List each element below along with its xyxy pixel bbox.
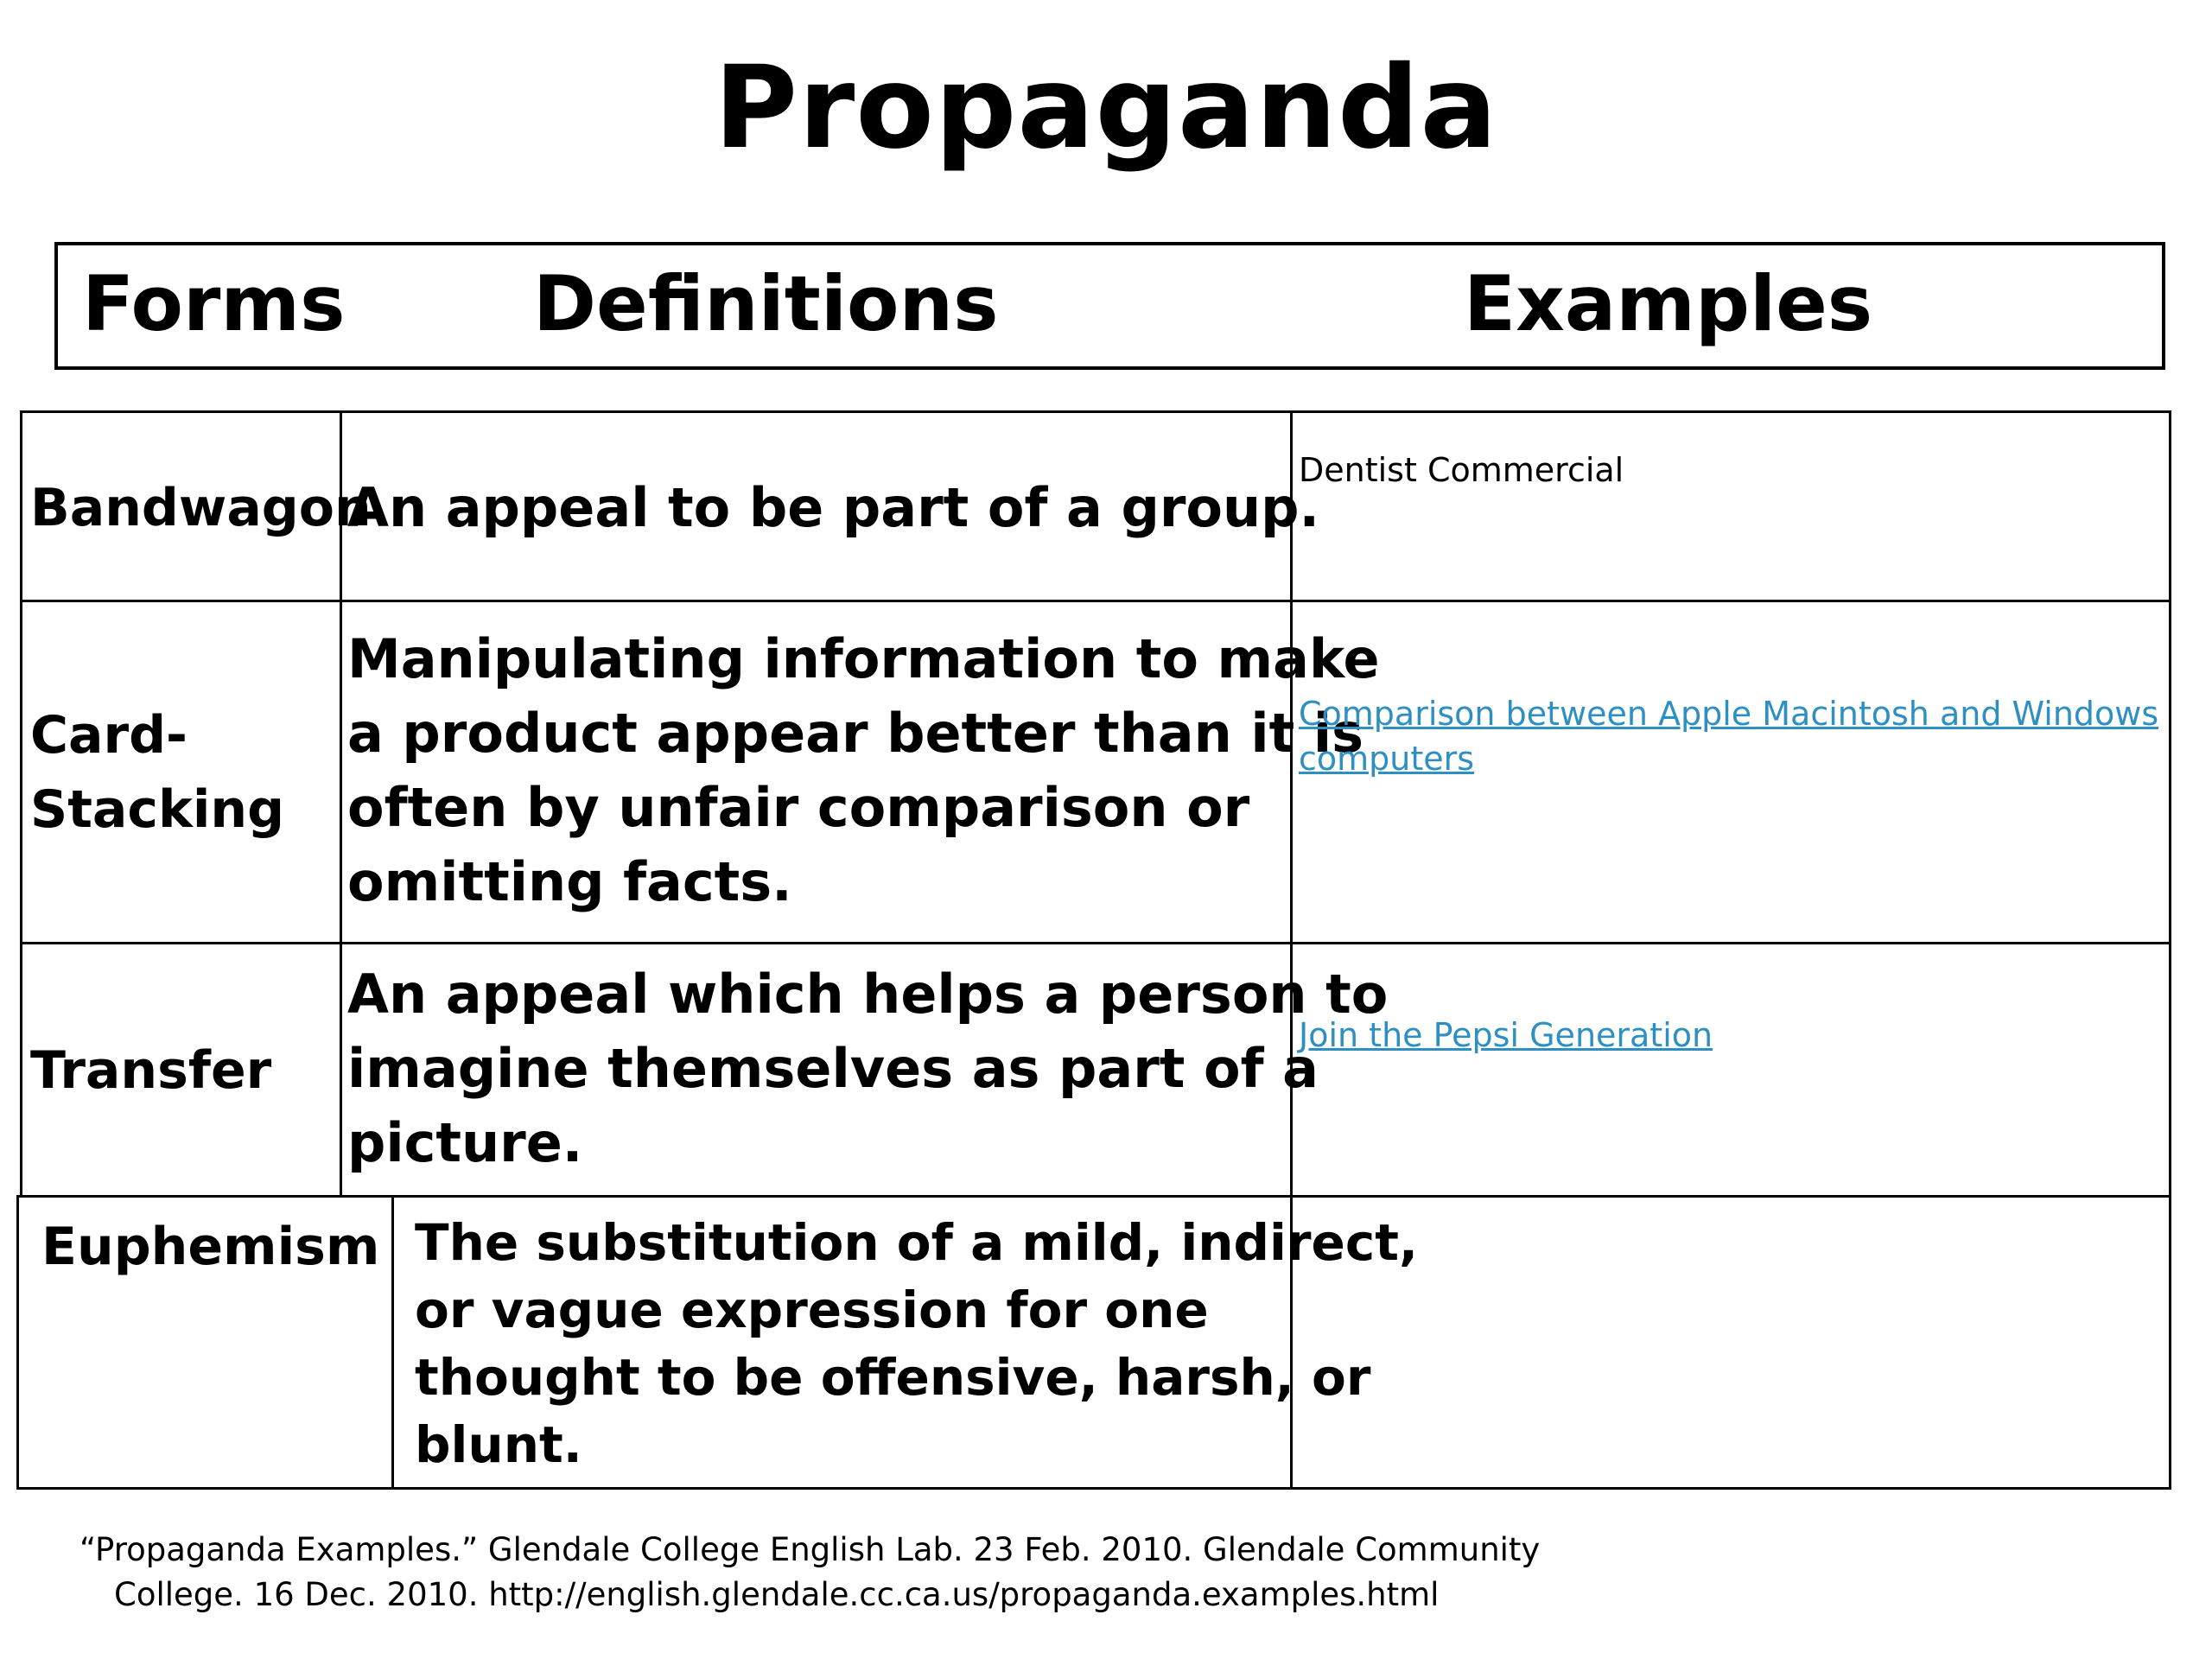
example-link-pepsi[interactable]: Join the Pepsi Generation xyxy=(1299,1016,1713,1054)
form-label: Stacking xyxy=(30,779,285,840)
form-label: Bandwagon xyxy=(30,478,372,538)
definition-text: omitting facts. xyxy=(347,850,792,913)
definition-text: An appeal to be part of a group. xyxy=(347,476,1320,539)
citation-line: College. 16 Dec. 2010. http://english.glendale.cc.ca.us/propaganda.examples.html xyxy=(114,1576,1440,1613)
form-label: Euphemism xyxy=(41,1217,380,1277)
definition-text: blunt. xyxy=(415,1415,582,1474)
example-text: Dentist Commercial xyxy=(1299,451,1624,489)
form-label: Card- xyxy=(30,705,188,766)
cell-example-euphemism xyxy=(1290,1195,2171,1490)
definition-text: or vague expression for one xyxy=(415,1281,1209,1339)
definition-text: An appeal which helps a person to xyxy=(347,963,1389,1026)
example-link-apple-windows[interactable]: Comparison between Apple Macintosh and Windows xyxy=(1299,695,2159,733)
header-definitions: Definitions xyxy=(533,259,999,348)
definition-text: a product appear better than it is xyxy=(347,702,1364,765)
definition-text: Manipulating information to make xyxy=(347,627,1380,690)
cell-example-bandwagon xyxy=(1290,410,2171,602)
definition-text: picture. xyxy=(347,1111,583,1174)
definition-text: often by unfair comparison or xyxy=(347,776,1250,839)
table-header xyxy=(54,242,2165,370)
definition-text: thought to be offensive, harsh, or xyxy=(415,1348,1371,1407)
definition-text: The substitution of a mild, indirect, xyxy=(415,1213,1418,1272)
cell-example-transfer xyxy=(1290,942,2171,1198)
form-label: Transfer xyxy=(30,1040,272,1101)
citation-line: “Propaganda Examples.” Glendale College English Lab. 23 Feb. 2010. Glendale Community xyxy=(79,1531,1541,1568)
header-examples: Examples xyxy=(1464,259,1873,348)
definition-text: imagine themselves as part of a xyxy=(347,1037,1319,1100)
slide-title: Propaganda xyxy=(714,41,1498,175)
example-link-apple-windows[interactable]: computers xyxy=(1299,740,1475,778)
header-forms: Forms xyxy=(82,259,346,348)
